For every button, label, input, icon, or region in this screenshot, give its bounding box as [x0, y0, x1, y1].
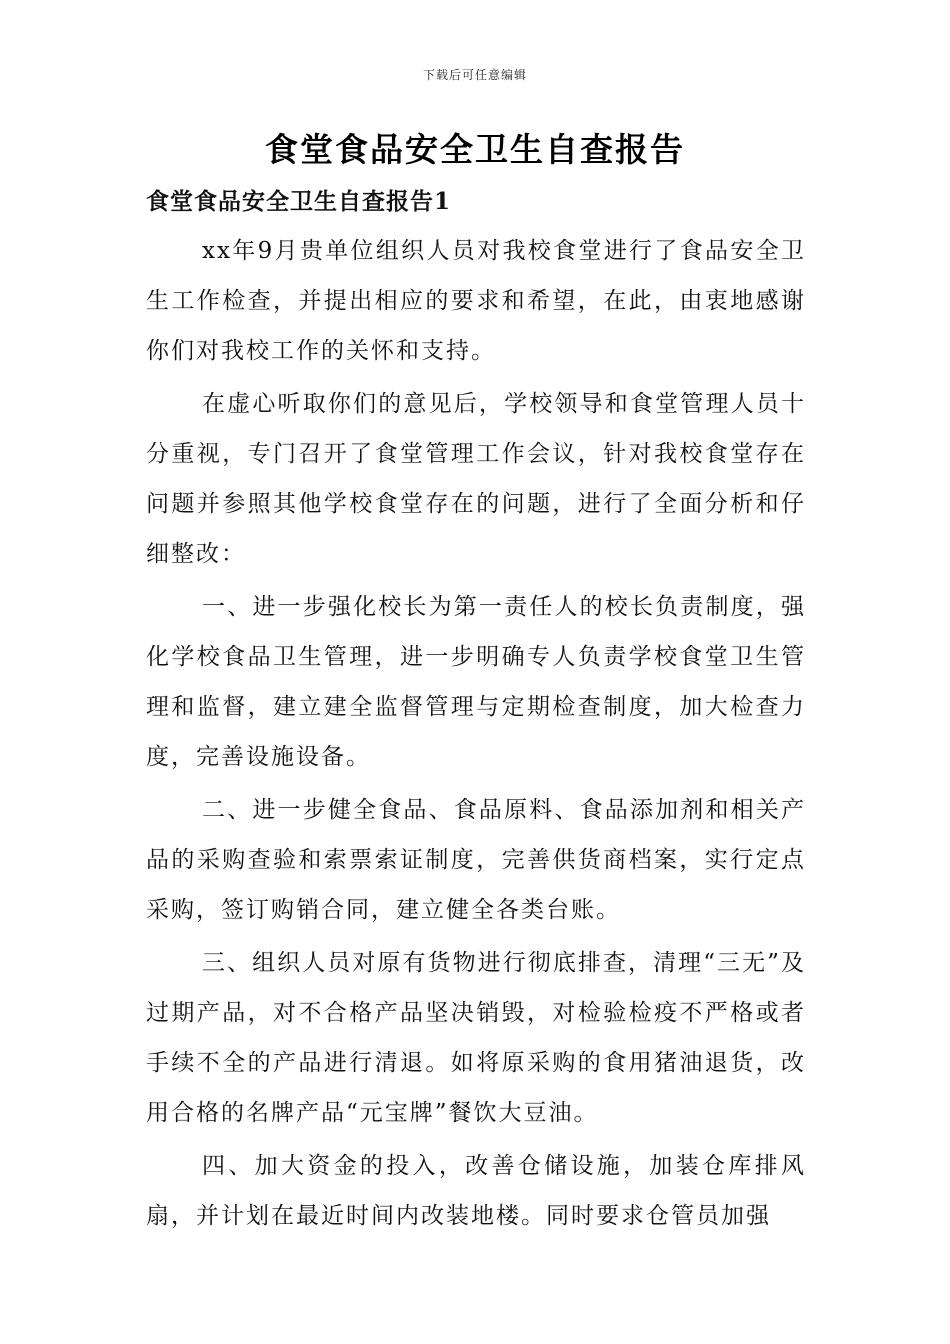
paragraph-item-4: 四、加大资金的投入，改善仓储设施，加装仓库排风扇，并计划在最近时间内改装地楼。同时要求仓管员加强	[146, 1153, 806, 1229]
paragraph-item-3: 三、组织人员对原有货物进行彻底排查，清理“三无”及过期产品，对不合格产品坚决销毁，对检验检疫不严格或者手续不全的产品进行清退。如将原采购的食用猪油退货，改用合格的名牌产品“元宝牌”餐饮大豆油。	[146, 950, 806, 1126]
header-note: 下载后可任意编辑	[422, 68, 527, 82]
paragraph-item-2: 二、进一步健全食品、食品原料、食品添加剂和相关产品的采购查验和索票索证制度，完善供货商档案，实行定点采购，签订购销合同，建立健全各类台账。	[146, 797, 806, 923]
paragraph-item-1: 一、进一步强化校长为第一责任人的校长负责制度，强化学校食品卫生管理，进一步明确专人负责学校食堂卫生管理和监督，建立建全监督管理与定期检查制度，加大检查力度，完善设施设备。	[146, 594, 806, 770]
document-body	[146, 226, 806, 1244]
paragraph-response: 在虚心听取你们的意见后，学校领导和食堂管理人员十分重视，专门召开了食堂管理工作会议，针对我校食堂存在问题并参照其他学校食堂存在的问题，进行了全面分析和仔细整改：	[146, 391, 806, 567]
document-subtitle: 食堂食品安全卫生自查报告1	[146, 188, 452, 215]
paragraph-intro: xx年9月贵单位组织人员对我校食堂进行了食品安全卫生工作检查，并提出相应的要求和希望，在此，由衷地感谢你们对我校工作的关怀和支持。	[146, 238, 806, 364]
document-title: 食堂食品安全卫生自查报告	[265, 130, 685, 169]
